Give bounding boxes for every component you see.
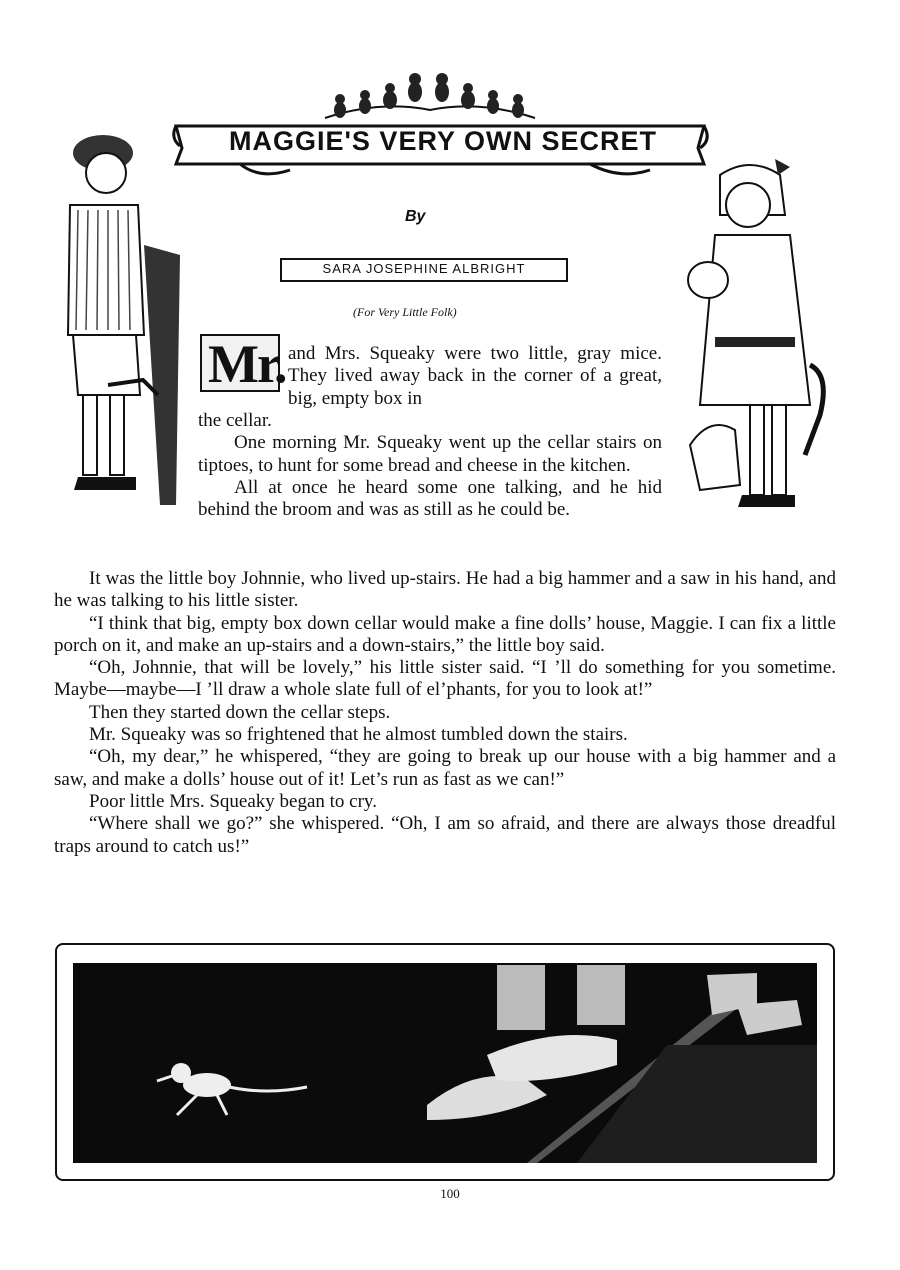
author-plate (280, 258, 568, 282)
dancing-mice-illustration (320, 70, 540, 122)
paragraph: “Where shall we go?” she whispered. “Oh, I am so afraid, and there are always those dreadful traps around to catch us!” (54, 813, 836, 857)
subtitle: (For Very Little Folk) (353, 305, 457, 319)
paragraph: All at once he heard some one talking, and he hid behind the broom and was as still as he could be. (198, 476, 662, 521)
paragraph: Poor little Mrs. Squeaky began to cry. (89, 790, 377, 812)
mouse-and-feet-illustration-icon (57, 945, 833, 1179)
byline: By (405, 208, 426, 225)
opening-paragraph (288, 343, 662, 410)
drop-cap-letter: Mr. (208, 334, 286, 394)
paragraph: and Mrs. Squeaky were two little, gray mice. They lived away back in the corner of a great, big, empty box in (288, 343, 662, 409)
column-text (198, 410, 662, 521)
paragraph: “I think that big, empty box down cellar would make a fine dolls’ house, Maggie. I can fix a little porch on it, and make an up-stairs and a down-stairs,” the little boy said. (54, 612, 836, 656)
paragraph: “Oh, my dear,” he whispered, “they are going to break up our house with a big hammer and a saw, and make a dolls’ house out of it! Let’s run as fast as we can!” (54, 746, 836, 790)
page-number: 100 (440, 1186, 460, 1201)
paragraph: One morning Mr. Squeaky went up the cellar stairs on tiptoes, to hunt for some bread and cheese in the kitchen. (198, 432, 662, 476)
page-title: MAGGIE'S VERY OWN SECRET (229, 126, 657, 156)
title-banner (170, 118, 710, 170)
paragraph: Mr. Squeaky was so frightened that he almost tumbled down the stairs. (89, 724, 628, 746)
bottom-illustration (55, 943, 835, 1181)
paragraph: Then they started down the cellar steps. (89, 701, 391, 723)
drop-cap (200, 334, 286, 394)
paragraph: It was the little boy Johnnie, who lived up-stairs. He had a big hammer and a saw in his hand, and he was talking to his little sister. (54, 568, 836, 612)
paragraph: the cellar. (198, 410, 272, 431)
author-name: SARA JOSEPHINE ALBRIGHT (322, 261, 526, 276)
story-text (54, 568, 836, 858)
boy-illustration-icon (48, 125, 188, 520)
girl-illustration-icon (680, 155, 840, 525)
paragraph: “Oh, Johnnie, that will be lovely,” his little sister said. “I ’ll do something for you sometime. Maybe—maybe—I ’ll draw a whole slate full of el’phants, for you to look at!” (54, 657, 836, 701)
